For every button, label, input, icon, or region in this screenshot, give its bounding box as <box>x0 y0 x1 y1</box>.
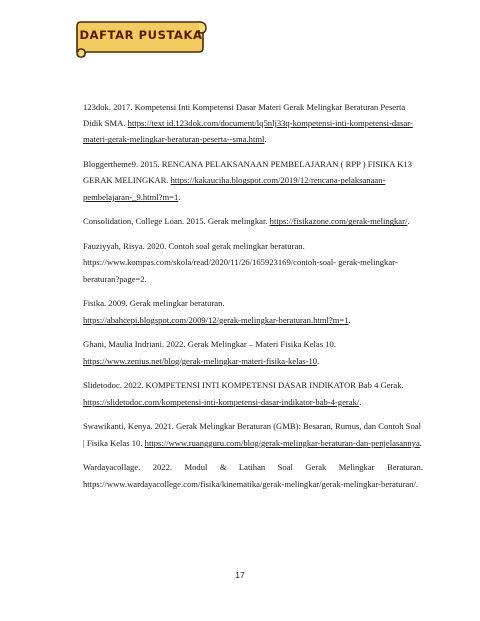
reference-end: . <box>317 355 320 366</box>
reference-text: Fauziyyah, Risya. 2020. Contoh soal gerak melingkar beraturan. https://www.kompas.com/skola/read/2020/11/26/165923169/contoh-soal- gerak-melingkar-beraturan?page=2. <box>83 241 398 284</box>
reference-text: Slidetodoc. 2022. KOMPETENSI INTI KOMPETENSI DASAR INDIKATOR Bab 4 Gerak. <box>83 380 404 391</box>
reference-link[interactable]: https://slidetodoc.com/kompetensi-inti-kompetensi-dasar-indikator-bab-4-gerak/ <box>83 396 360 407</box>
page-title: DAFTAR PUSTAKA <box>79 28 203 42</box>
reference-text: Bloggertheme9. 2015. RENCANA PELAKSANAAN PEMBELAJARAN ( RPP ) FISIKA K13 GERAK MELINGKAR. <box>83 159 412 186</box>
reference-item <box>83 418 423 450</box>
reference-end: . <box>264 134 267 145</box>
reference-item <box>83 377 423 409</box>
reference-text: Consolidation, College Loan. 2015. Gerak melingkar. <box>83 216 270 227</box>
reference-item <box>83 99 423 148</box>
reference-end: . <box>419 437 422 448</box>
reference-text: Swawikanti, Kenya. 2021. Gerak Melingkar Beraturan (GMB): Besaran, Rumus, dan Contoh Soal | Fisika Kelas 10. <box>83 421 421 448</box>
reference-link[interactable]: https://text id.123dok.com/document/lq5nlj33q-kompetensi-inti-kompetensi-dasar-materi-gerak-melingkar-beraturan-peserta--sma.html <box>83 118 413 145</box>
reference-item <box>83 295 423 327</box>
reference-link[interactable]: https://www.ruangguru.com/blog/gerak-melingkar-beraturan-dan-penjelasannya <box>144 437 420 448</box>
reference-link[interactable]: https://kakauciha.blogspot.com/2019/12/rencana-pelaksanaan-pembelajaran-_9.html?m=1 <box>83 175 386 202</box>
reference-link[interactable]: https://www.zenius.net/blog/gerak-melingkar-materi-fisika-kelas-10 <box>83 355 318 366</box>
reference-end: . <box>348 314 351 325</box>
reference-item <box>83 156 423 205</box>
reference-item <box>83 238 423 287</box>
reference-text: Wardayacollage. 2022. Modul & Latihan Soal Gerak Melingkar Beraturan. https://www.wardayacollege.com/fisika/kinematika/gerak-melingkar/gerak-melingkar-beraturan/. <box>83 462 423 489</box>
reference-item <box>83 213 423 229</box>
reference-end: . <box>359 396 362 407</box>
page-number: 17 <box>235 570 245 580</box>
reference-text: Fisika. 2009. Gerak melingkar beraturan. <box>83 298 225 309</box>
reference-link[interactable]: https://fisikazone.com/gerak-melingkar/ <box>269 216 408 227</box>
reference-list <box>83 99 423 500</box>
title-banner <box>75 18 207 58</box>
reference-end: . <box>178 191 181 202</box>
reference-text: Ghani, Maulia Indriani. 2022. Gerak Melingkar – Materi Fisika Kelas 10. <box>83 339 336 350</box>
reference-item <box>83 336 423 368</box>
reference-text: 123dok. 2017. Kompetensi Inti Kompetensi Dasar Materi Gerak Melingkar Beraturan Peserta Didik SMA. <box>83 102 406 129</box>
reference-link[interactable]: https://abahcepi.blogspot.com/2009/12/gerak-melingkar-beraturan.html?m=1 <box>83 314 349 325</box>
reference-item <box>83 459 423 491</box>
reference-end: . <box>407 216 410 227</box>
